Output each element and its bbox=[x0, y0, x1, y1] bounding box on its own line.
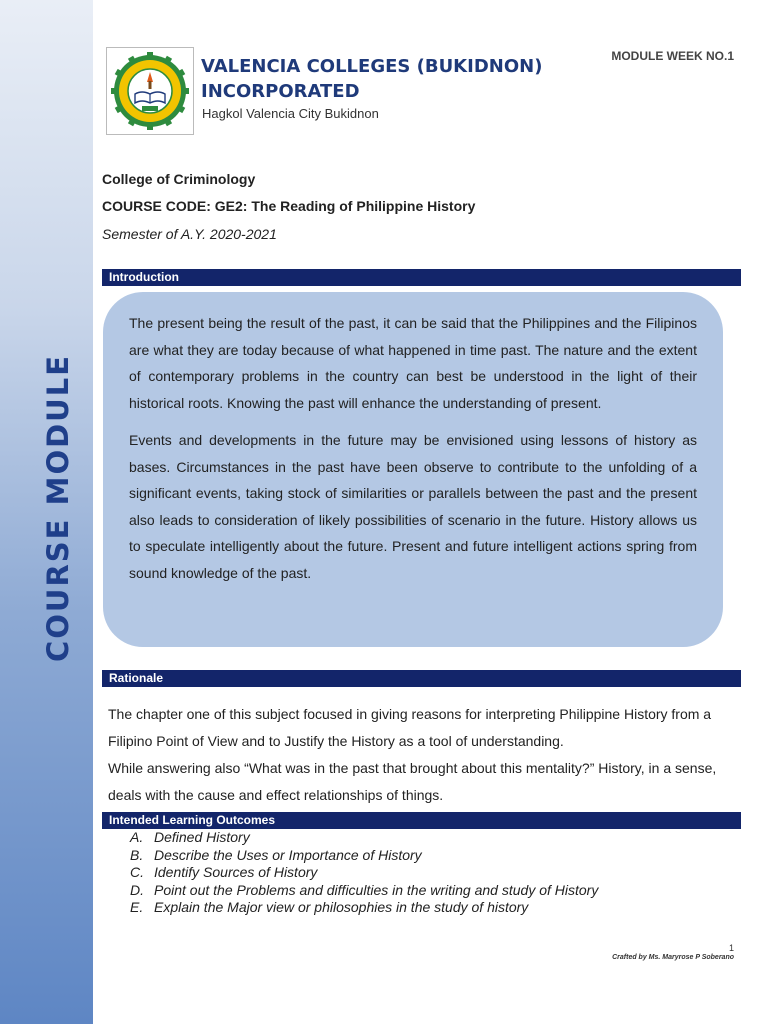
seal-icon bbox=[107, 48, 193, 134]
list-item-text: Identify Sources of History bbox=[154, 864, 318, 881]
rationale-paragraph: While answering also “What was in the past that brought about this mentality?” History, in a sense, deals with the cause and effect relationships of things. bbox=[108, 760, 717, 803]
list-item-text: Explain the Major view or philosophies in the study of history bbox=[154, 899, 529, 916]
list-item bbox=[130, 899, 598, 917]
list-item-letter: D. bbox=[130, 881, 144, 898]
list-item bbox=[130, 882, 598, 900]
semester-label: Semester of A.Y. 2020-2021 bbox=[102, 226, 277, 242]
page-number: 1 bbox=[728, 943, 734, 953]
introduction-paragraph: Events and developments in the future may be envisioned using lessons of history as bases. Circumstances in the past have been observe to contribute to the unfolding of a significant events, taking stock of similarities or parallels between the past and the present also leads to consideration of likely possibilities of scenario in the future. History allows us to speculate intelligently about the future. Present and future intelligent actions spring from sound knowledge of the past. bbox=[129, 432, 697, 581]
list-item-text: Describe the Uses or Importance of History bbox=[154, 846, 422, 863]
list-item-letter: B. bbox=[130, 846, 144, 863]
school-name: VALENCIA COLLEGES (BUKIDNON) INCORPORATED bbox=[201, 56, 543, 102]
introduction-box bbox=[103, 292, 723, 647]
sidebar-title: COURSE MODULE bbox=[41, 353, 75, 663]
rationale-paragraph: The chapter one of this subject focused in giving reasons for interpreting Philippine History from a Filipino Point of View and to Justify the History as a tool of understanding. bbox=[108, 706, 712, 749]
college-name: College of Criminology bbox=[102, 171, 256, 187]
rationale-body bbox=[108, 701, 733, 809]
list-item-letter: C. bbox=[130, 864, 144, 881]
list-item-letter: E. bbox=[130, 899, 144, 916]
list-item-text: Defined History bbox=[154, 829, 250, 845]
rationale-header: Rationale bbox=[102, 670, 741, 687]
module-week-label: MODULE WEEK NO.1 bbox=[611, 49, 734, 63]
list-item bbox=[130, 847, 598, 865]
list-item bbox=[130, 864, 598, 882]
school-address: Hagkol Valencia City Bukidnon bbox=[202, 106, 379, 121]
introduction-paragraph: The present being the result of the past, it can be said that the Philippines and the Filipinos are what they are today because of what happened in time past. The nature and the extent of contemporary problems in the country can best be understood in the light of their historical roots. Knowing the past will enhance the understanding of present. bbox=[129, 315, 697, 411]
introduction-header: Introduction bbox=[102, 269, 741, 286]
course-code: COURSE CODE: GE2: The Reading of Philippine History bbox=[102, 198, 476, 214]
list-item-text: Point out the Problems and difficulties in the writing and study of History bbox=[154, 881, 599, 898]
outcomes-header: Intended Learning Outcomes bbox=[102, 812, 741, 829]
author-credit: Crafted by Ms. Maryrose P Soberano bbox=[612, 954, 734, 961]
outcomes-list bbox=[130, 829, 598, 917]
list-item-letter: A. bbox=[130, 829, 144, 845]
list-item bbox=[130, 829, 598, 847]
sidebar bbox=[0, 0, 93, 1024]
school-logo bbox=[106, 47, 194, 135]
